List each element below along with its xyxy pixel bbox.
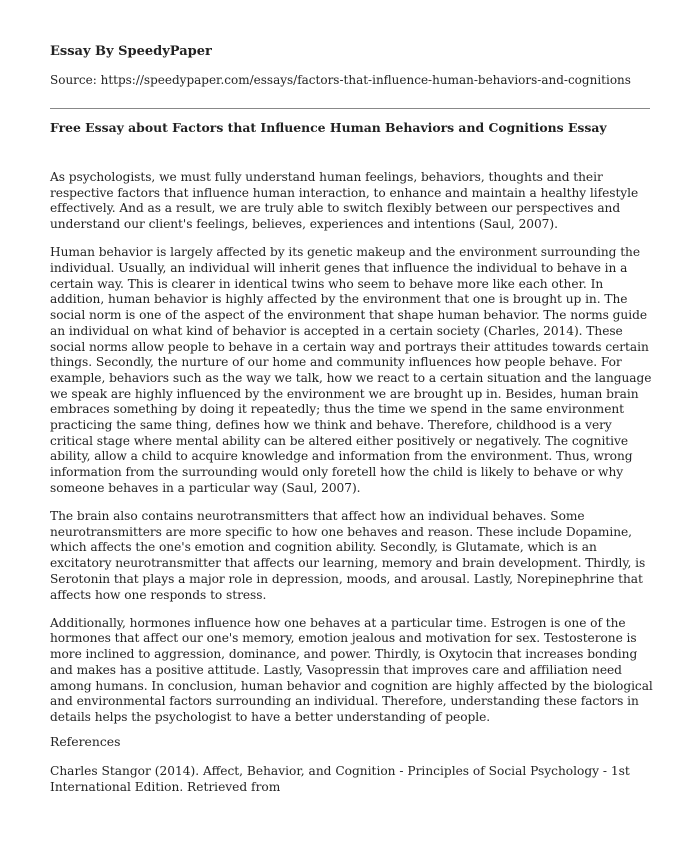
essay-paragraph: As psychologists, we must fully understand human feelings, behaviors, thoughts and their respective factors that influence human interaction, to enhance and maintain a healthy lifestyle effectively. And as a result, we are truly able to switch flexibly between our perspectives and understand our client's feelings, believes, experiences and intentions (Saul, 2007). [50,170,639,232]
reference-entry: Charles Stangor (2014). Affect, Behavior, and Cognition - Principles of Social Psychology - 1st International Edition. Retrieved from [50,764,630,794]
header-divider [50,108,650,109]
source-line [50,72,631,88]
essay-paragraph: The brain also contains neurotransmitters that affect how an individual behaves. Some neurotransmitters are more specific to how one behaves and reason. These include Dopamine, which affects the one's emotion and cognition ability. Secondly, is Glutamate, which is an excitatory neurotransmitter that affects our learning, memory and brain development. Thirdly, is Serotonin that plays a major role in depression, moods, and arousal. Lastly, Norepinephrine that affects how one responds to stress. [50,509,646,602]
essay-paragraph: Additionally, hormones influence how one behaves at a particular time. Estrogen is one of the hormones that affect our one's memory, emotion jealous and motivation for sex. Testosterone is more inclined to aggression, dominance, and power. Thirdly, is Oxytocin that increases bonding and makes has a positive attitude. Lastly, Vasopressin that improves care and affiliation need among humans. In conclusion, human behavior and cognition are highly affected by the biological and environmental factors surrounding an individual. Therefore, understanding these factors in details helps the psychologist to have a better understanding of people. [50,615,653,724]
source-label: Source: [50,73,101,87]
document-header [50,44,650,87]
essay-paragraph: Human behavior is largely affected by its genetic makeup and the environment surrounding the individual. Usually, an individual will inherit genes that influence the individual to behave in a certain way. This is clearer in identical twins who seem to behave more like each other. In addition, human behavior is highly affected by the environment that one is brought up in. The social norm is one of the aspect of the environment that shape human behavior. The norms guide an individual on what kind of behavior is accepted in a certain society (Charles, 2014). These social norms allow people to behave in a certain way and portrays their attitudes towards certain things. Secondly, the nurture of our home and community influences how people behave. For example, behaviors such as the way we talk, how we react to a certain situation and the language we speak are highly influenced by the environment we are brought up in. Besides, human brain embraces something by doing it repeatedly; thus the time we spend in the same environment practicing the same thing, defines how we think and behave. Therefore, childhood is a very critical stage where mental ability can be altered either positively or negatively. The cognitive ability, allow a child to acquire knowledge and information from the environment. Thus, wrong information from the surrounding would only foretell how the child is likely to behave or why someone behaves in a particular way (Saul, 2007). [50,245,652,495]
essay-author-line: Essay By SpeedyPaper [50,44,212,59]
essay-body [50,170,658,738]
source-url[interactable]: https://speedypaper.com/essays/factors-that-influence-human-behaviors-and-cognitions [100,73,631,87]
essay-title: Free Essay about Factors that Influence Human Behaviors and Cognitions Essay [50,120,607,135]
references-heading: References [50,734,121,749]
